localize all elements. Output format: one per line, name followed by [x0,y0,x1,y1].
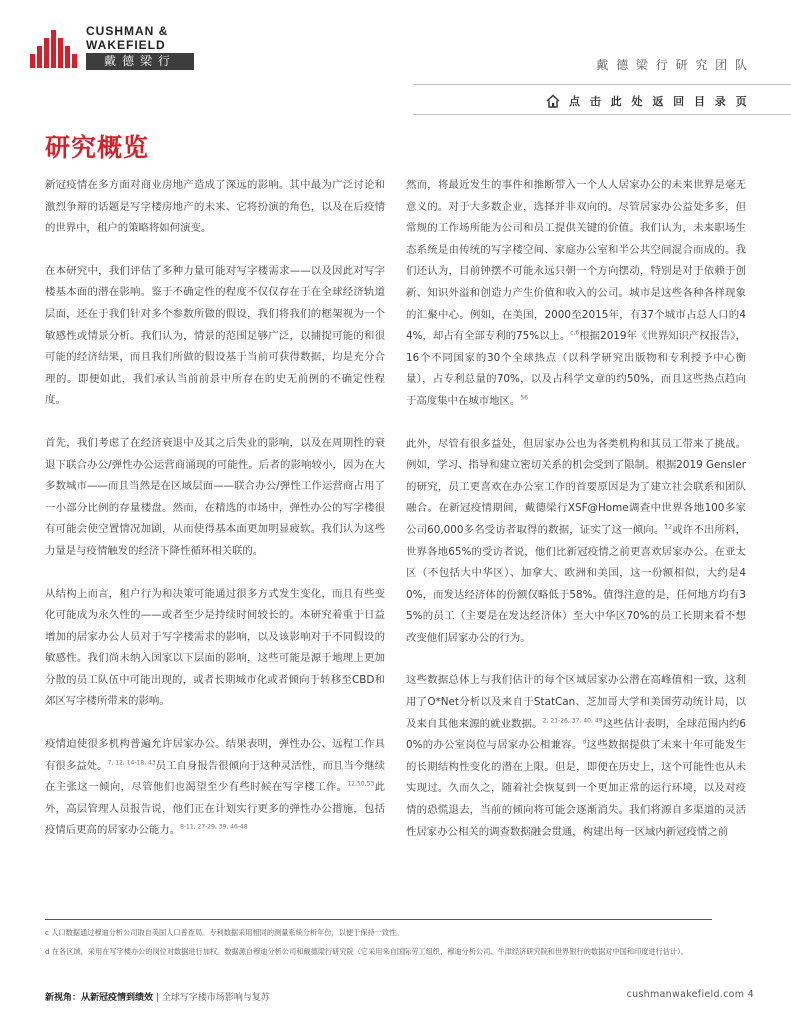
citation-superscript: 8-11, 27-29, 39, 46-48 [180,823,248,831]
body-paragraph [45,261,385,412]
page-number: 4 [747,989,754,1000]
body-paragraph [406,434,746,650]
paragraph-text: 这些数据总体上与我们估计的每个区域居家办公潜在高峰值相一致，这利用了O*Net分析以及来自于StatCan、芝加哥大学和美国劳动统计局，以及来自其他来源的就业数据。 [406,674,746,730]
header-divider-bottom [413,114,791,115]
citation-superscript: c,6 [570,329,580,337]
paragraph-text: 从结构上而言，租户行为和决策可能通过很多方式发生变化，而且有些变化可能成为永久性的——或者至少是持续时间较长的。本研究着重于日益增加的居家办公人员对于写字楼需求的影响，以及该影响对于不同假设的敏感性。我们尚未纳入国家以下层面的影响，这些可能是源于地理上更加分散的员工队伍中可能出现的，或者长期城市化或者倾向于转移至CBD和郊区写字楼所带来的影响。 [45,587,385,708]
paragraph-text: 员工自身报告很倾向于这种灵活性，而且当今继续在主张这一倾向，尽管他们也渴望至少有些时候在写字楼工作。 [45,759,386,794]
footer-report-title [45,990,270,1003]
citation-superscript: 56 [520,394,528,402]
cushman-wakefield-logo [30,20,180,74]
paragraph-text: 新冠疫情在多方面对商业房地产造成了深远的影响。其中最为广泛讨论和激烈争辩的话题是写字楼房地产的未来、它将扮演的角色，以及在后疫情的世界中，租户的策略将如何演变。 [45,179,385,235]
home-icon [545,93,561,109]
left-column [45,175,385,842]
paragraph-text: 或许不出所料，世界各地65%的受访者说，他们比新冠疫情之前更喜欢居家办公。在亚太区（不包括大中华区）、加拿大、欧洲和美国，这一份额相似，大约是40%，而发达经济体的份额仅略低于58%。值得注意的是，任何地方均有35%的员工（主要是在发达经济体）至大中华区70%的员工长期来看不想改变他们居家办公的行为。 [406,523,747,644]
body-paragraph [45,175,385,240]
footer-site-page [627,989,754,1000]
citation-superscript: 7, 12, 14-18, 43 [107,759,156,767]
logo-wordmark: CUSHMAN & WAKEFIELD [86,24,169,52]
body-paragraph [406,670,746,843]
page-title: 研究概览 [45,133,150,162]
body-paragraph [406,175,746,413]
footer-separator: | [155,993,159,1003]
paragraph-text: 这些数据提供了未来十年可能发生的长期结构性变化的潜在上限。但是，即便在历史上，这个可能性也从未实现过。久而久之，随着社会恢复到一个更加正常的运行环境，以及对疫情的恐慌退去，当前的倾向将可能会逐渐消失。我们将源自多渠道的灵活性居家办公相关的调查数据融会贯通，构建出每一区域内新冠疫情之前 [406,739,747,838]
footnote-c: c 人口数据通过穆迪分析公司取自美国人口普查局。专利数据采用相同的测量系统分析年份，以便于保持一致性。 [45,928,404,937]
research-team-label: 戴 德 梁 行 研 究 团 队 [596,58,749,72]
paragraph-text: 此外，尽管有很多益处，但居家办公也为各类机构和其员工带来了挑战。例如，学习、指导和建立密切关系的机会受到了限制。根据2019 Gensler的研究，员工更喜欢在办公室工作的首要原因是为了建立社会联系和团队融合。在新冠疫情期间，戴德梁行XSF@Home调查中世界各地100多家公司60,000多名受访者取得的数据，证实了这一倾向。 [406,437,746,536]
paragraph-text: 此外，高层管理人员报告说，他们正在计划实行更多的弹性办公措施，包括疫情后更高的居家办公能力。 [45,781,386,837]
paragraph-text: 在本研究中，我们评估了多种力量可能对写字楼需求——以及因此对写字楼基本面的潜在影响。鉴于不确定性的程度不仅仅存在于在全球经济轨道层面，还在于我们针对多个参数所做的假设，我们将我们的框架视为一个敏感性或情景分析。我们认为，情景的范围足够广泛，以捕捉可能的和很可能的经济结果，而且我们所做的假设基于当前可获得数据，均是充分合理的。即便如此，我们承认当前前景中所存在的史无前例的不确定性程度。 [45,264,385,407]
body-paragraph [45,584,385,714]
paragraph-text: 疫情迫使很多机构普遍允许居家办公。结果表明，弹性办公、远程工作具有很多益处。 [45,738,385,772]
paragraph-text: 这些估计表明，全球范围内约60%的办公室岗位与居家办公相兼容。 [406,717,746,752]
body-paragraph [45,433,385,563]
back-to-contents-link[interactable] [545,90,750,112]
footnote-d: d 在各区域，采用在写字楼办公的岗位对数据进行加权。数据源自穆迪分析公司和戴德梁行研究院（它采用来自国际劳工组织、穆迪分析公司、牛津经济研究院和世界银行的数据对中国和印度进行估计）。 [45,947,688,956]
paragraph-text: 根据2019年《世界知识产权报告》，16个不同国家的30个全球热点（以科学研究出版物和专利授予中心衡量），占专利总量的70%，以及占科学文章的约50%，而且这些热点趋向于高度集中在城市地区。 [406,330,747,407]
header-divider-top [413,84,791,85]
citation-superscript: d [582,738,587,746]
footer-website-link[interactable]: cushmanwakefield.com [626,989,745,1000]
logo-bars-icon [30,20,80,72]
back-to-contents-label: 点 击 此 处 返 回 目 录 页 [569,95,750,108]
footnote-divider [45,919,712,920]
right-column [406,175,746,843]
footer-title: 新视角：从新冠疫情到绩效 [45,993,154,1003]
logo-chinese-name: 戴德梁行 [86,53,194,70]
paragraph-text: 首先，我们考虑了在经济衰退中及其之后失业的影响，以及在周期性的衰退下联合办公/弹性办公运营商涌现的可能性。后者的影响较小，因为在大多数城市——而且当然是在区域层面——联合办公/弹性工作运营商占用了一小部分比例的存量楼盘。然而，在精选的市场中，弹性办公的写字楼很有可能会使空置情况加剧，从而使得基本面更加明显疲软。我们认为这些力量是与疫情触发的经济下降性循环相关联的。 [45,436,385,557]
citation-superscript: 12 [664,523,673,531]
citation-superscript: 12,50,53 [347,780,375,788]
paragraph-text: 然而，将最近发生的事件和推断带入一个人人居家办公的未来世界是毫无意义的。对于大多数企业，选择并非双向的。尽管居家办公益处多多，但常规的工作场所能为公司和员工提供关键的价值。我们认为，未来职场生态系统是由传统的写字楼空间、家庭办公室和半公共空间混合而成的。我们还认为，目前钟摆不可能永远只朝一个方向摆动，特别是对于依赖于创新、知识外溢和创造力产生价值和收入的公司。城市是这些各种各样现象的汇聚中心。例如，在美国，2000至2015年，有37个城市占总人口的44%，却占有全部专利的75%以上。 [406,179,746,343]
citation-superscript: 2, 21-26, 37, 40, 49 [542,717,603,725]
footer-subtitle: 全球写字楼市场影响与复苏 [161,993,270,1003]
body-paragraph [45,734,385,842]
